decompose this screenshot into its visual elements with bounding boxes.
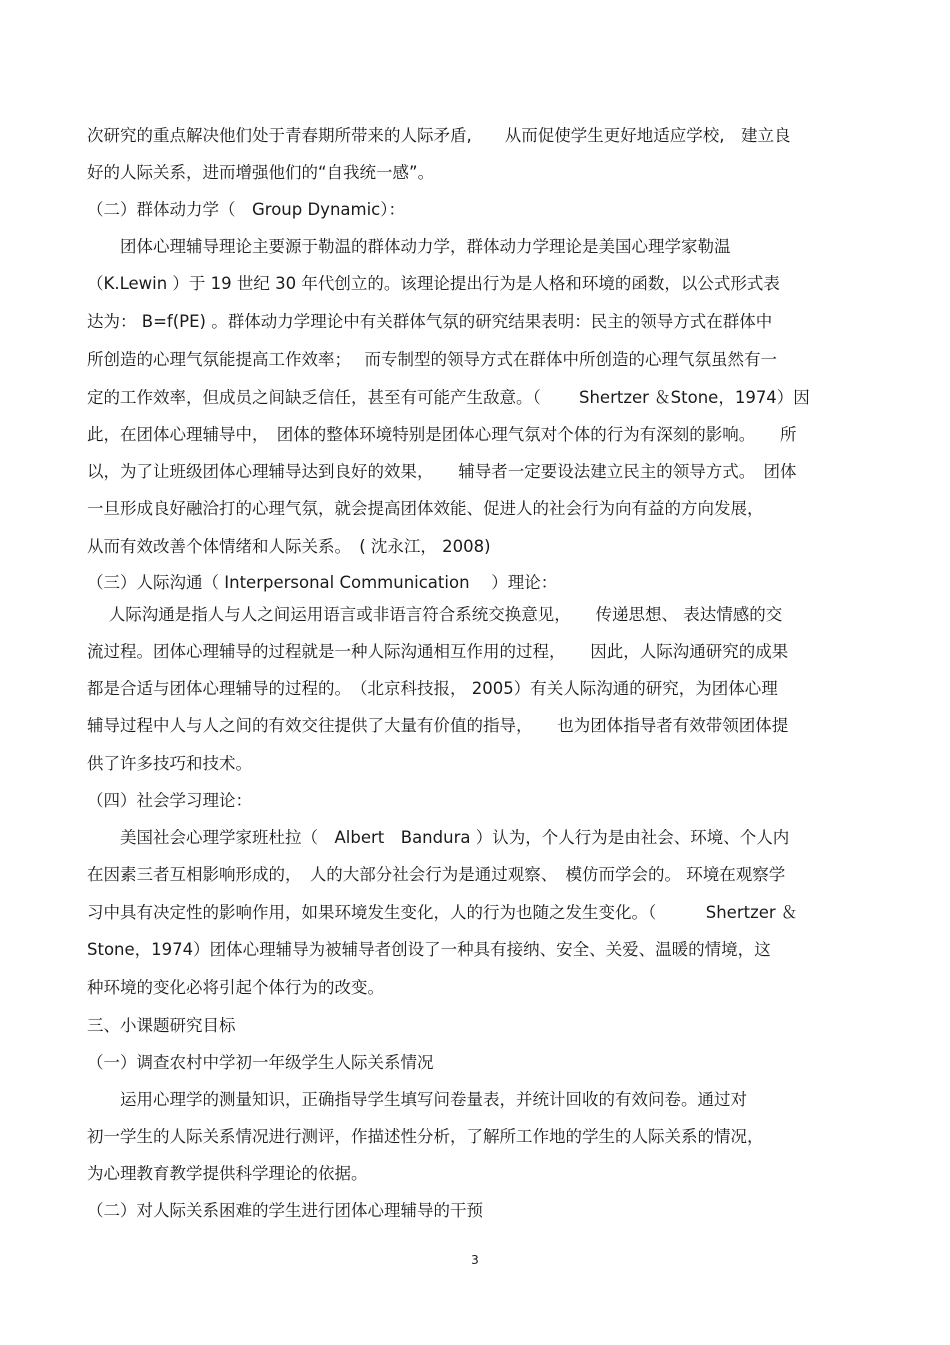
section-heading: （三）人际沟通（ Interpersonal Communication ）理论： <box>87 573 558 592</box>
text-line: 所创造的心理气氛能提高工作效率； 而专制型的领导方式在群体中所创造的心理气氛虽然有一 <box>87 350 777 369</box>
text-line: 团体心理辅导理论主要源于勒温的群体动力学，群体动力学理论是美国心理学家勒温 <box>87 237 731 256</box>
page-number: 3 <box>471 1253 479 1267</box>
text-line: Stone，1974）团体心理辅导为被辅导者创设了一种具有接纳、安全、关爱、温暖的情境，这 <box>87 940 771 959</box>
text-line: 运用心理学的测量知识，正确指导学生填写问卷量表，并统计回收的有效问卷。通过对 <box>87 1090 747 1109</box>
text-line: 人际沟通是指人与人之间运用语言或非语言符合系统交换意见， 传递思想、 表达情感的交 <box>87 605 783 624</box>
section-heading: 三、小课题研究目标 <box>87 1016 236 1035</box>
text-line: 都是合适与团体心理辅导的过程的。 （北京科技报， 2005）有关人际沟通的研究，为团体心理 <box>87 679 778 698</box>
text-line: 供了许多技巧和技术。 <box>87 754 252 773</box>
text-line: 一旦形成良好融洽打的心理气氛，就会提高团体效能、促进人的社会行为向有益的方向发展， <box>87 499 764 518</box>
text-line: （K.Lewin ）于 19 世纪 30 年代创立的。该理论提出行为是人格和环境的函数，以公式形式表 <box>87 274 780 293</box>
text-line: 以，为了让班级团体心理辅导达到良好的效果， 辅导者一定要设法建立民主的领导方式。 团体 <box>87 462 797 481</box>
text-line: 辅导过程中人与人之间的有效交往提供了大量有价值的指导， 也为团体指导者有效带领团体提 <box>87 716 789 735</box>
section-heading: （四）社会学习理论： <box>87 791 252 810</box>
text-line: 流过程。团体心理辅导的过程就是一种人际沟通相互作用的过程， 因此，人际沟通研究的成果 <box>87 642 789 661</box>
text-line: 在因素三者互相影响形成的， 人的大部分社会行为是通过观察、 模仿而学会的。 环境在观察学 <box>87 865 786 884</box>
text-line: 好的人际关系，进而增强他们的“自我统一感”。 <box>87 163 435 182</box>
text-line: 初一学生的人际关系情况进行测评，作描述性分析，了解所工作地的学生的人际关系的情况， <box>87 1127 764 1146</box>
section-heading: （二）群体动力学（ Group Dynamic）： <box>87 200 405 219</box>
text-line: 达为： B=f(PE) 。群体动力学理论中有关群体气氛的研究结果表明：民主的领导方式在群体中 <box>87 312 773 331</box>
section-heading: （二）对人际关系困难的学生进行团体心理辅导的干预 <box>87 1201 483 1220</box>
text-line: 定的工作效率，但成员之间缺乏信任，甚至有可能产生敌意。（ Shertzer ＆Stone，1974）因 <box>87 388 810 407</box>
text-line: 美国社会心理学家班杜拉（ Albert Bandura ）认为，个人行为是由社会、环境、个人内 <box>87 828 790 847</box>
text-line: 从而有效改善个体情绪和人际关系。 ( 沈永江， 2008) <box>87 537 491 556</box>
text-line: 种环境的变化必将引起个体行为的改变。 <box>87 978 384 997</box>
text-line: 此，在团体心理辅导中， 团体的整体环境特别是团体心理气氛对个体的行为有深刻的影响。 所 <box>87 425 797 444</box>
section-heading: （一）调查农村中学初一年级学生人际关系情况 <box>87 1053 434 1072</box>
text-line: 次研究的重点解决他们处于青春期所带来的人际矛盾, 从而促使学生更好地适应学校, 建立良 <box>87 126 791 145</box>
text-line: 为心理教育教学提供科学理论的依据。 <box>87 1164 368 1183</box>
text-line: 习中具有决定性的影响作用，如果环境发生变化，人的行为也随之发生变化。（ Shertzer ＆ <box>87 903 798 922</box>
